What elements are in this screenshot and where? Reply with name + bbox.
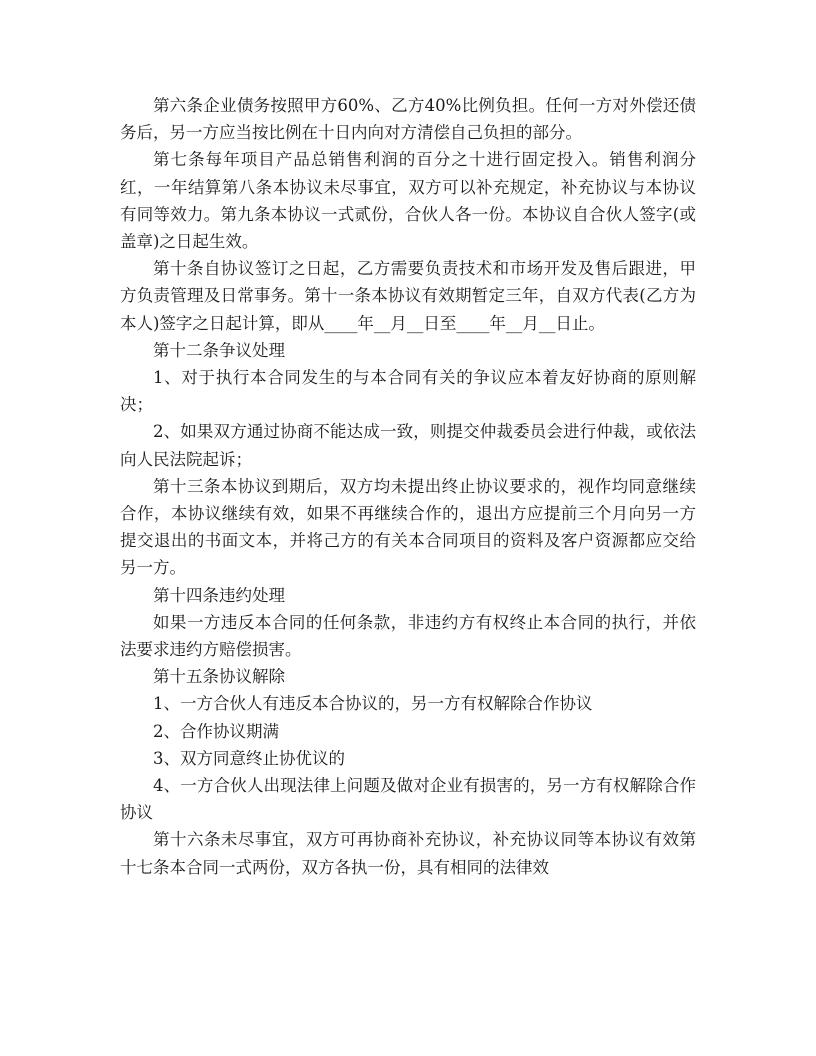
paragraph-article-16-17: 第十六条未尽事宜，双方可再协商补充协议，补充协议同等本协议有效第十七条本合同一式两份，双方各执一份，具有相同的法律效 (120, 830, 696, 877)
paragraph-article-12-item-1: 1、对于执行本合同发生的与本合同有关的争议应本着友好协商的原则解决； (120, 368, 696, 415)
document-body (120, 92, 696, 881)
paragraph-article-6: 第六条企业债务按照甲方60%、乙方40%比例负担。任何一方对外偿还债务后，另一方应当按比例在十日内向对方清偿自己负担的部分。 (120, 96, 696, 143)
paragraph-article-7-9: 第七条每年项目产品总销售利润的百分之十进行固定投入。销售利润分红，一年结算第八条本协议未尽事宜，双方可以补充规定，补充协议与本协议有同等效力。第九条本协议一式贰份，合伙人各一份。本协议自合伙人签字(或盖章)之日起生效。 (120, 150, 696, 252)
paragraph-article-15-item-3: 3、双方同意终止协优议的 (153, 748, 345, 768)
paragraph-article-15-item-4: 4、一方合伙人出现法律上问题及做对企业有损害的，另一方有权解除合作协议 (120, 776, 696, 823)
paragraph-article-15-item-2: 2、合作协议期满 (153, 721, 279, 741)
paragraph-article-10-11: 第十条自协议签订之日起，乙方需要负责技术和市场开发及售后跟进，甲方负责管理及日常事务。第十一条本协议有效期暂定三年，自双方代表(乙方为本人)签字之日起计算，即从____年__月__日至____年__月__日止。 (120, 259, 696, 333)
paragraph-article-14-body: 如果一方违反本合同的任何条款，非违约方有权终止本合同的执行，并依法要求违约方赔偿损害。 (120, 612, 696, 660)
heading-article-14: 第十四条违约处理 (153, 585, 285, 605)
heading-article-15: 第十五条协议解除 (153, 667, 285, 687)
paragraph-article-13: 第十三条本协议到期后，双方均未提出终止协议要求的，视作均同意继续合作，本协议继续有效，如果不再继续合作的，退出方应提前三个月向另一方提交退出的书面文本，并将己方的有关本合同项目的资料及客户资源都应交给另一方。 (120, 476, 696, 578)
paragraph-article-15-item-1: 1、一方合伙人有违反本合协议的，另一方有权解除合作协议 (153, 694, 593, 714)
paragraph-article-12-item-2: 2、如果双方通过协商不能达成一致，则提交仲裁委员会进行仲裁，或依法向人民法院起诉； (120, 422, 696, 469)
heading-article-12: 第十二条争议处理 (153, 340, 285, 360)
